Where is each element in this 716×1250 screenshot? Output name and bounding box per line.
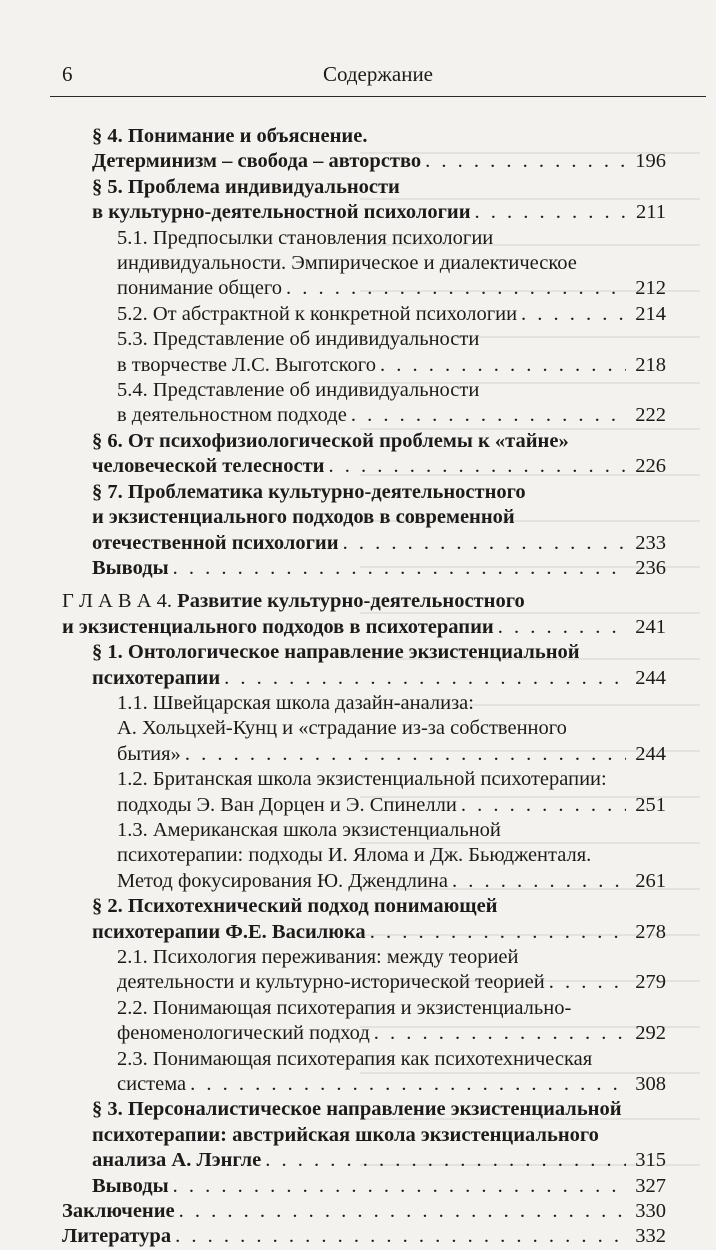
toc-entry-text: понимание общего xyxy=(117,277,282,300)
leader-dots xyxy=(224,666,626,691)
toc-entry-text: § 5. Проблема индивидуальности xyxy=(92,175,400,198)
toc-entry-text: в культурно-деятельностной психологии xyxy=(92,201,471,224)
toc-entry-text: 5.3. Представление об индивидуальности xyxy=(117,328,480,351)
toc-entry-line xyxy=(117,970,666,995)
leader-dots xyxy=(521,302,626,327)
toc-page-number: 211 xyxy=(636,201,666,224)
toc-entry-text: § 1. Онтологическое направление экзистенциальной xyxy=(92,641,580,664)
toc-entry-text: в творчестве Л.С. Выготского xyxy=(117,353,376,376)
toc-page-number: 308 xyxy=(635,1073,666,1096)
toc-entry-line xyxy=(117,1072,666,1097)
toc-page-number: 214 xyxy=(635,302,666,325)
toc-entry-line xyxy=(117,378,666,403)
toc-entry[interactable] xyxy=(0,945,716,996)
toc-entry-line xyxy=(117,251,666,276)
leader-dots xyxy=(374,1021,626,1046)
toc-entry[interactable] xyxy=(0,327,716,378)
toc-page-number: 315 xyxy=(635,1149,666,1172)
toc-entry-line xyxy=(92,531,666,556)
leader-dots xyxy=(343,531,626,556)
toc-entry-line xyxy=(62,1224,666,1249)
toc-entry-line xyxy=(92,666,666,691)
toc-entry-line xyxy=(117,353,666,378)
toc-entry-text: психотерапии: австрийская школа экзистенциального xyxy=(92,1123,599,1146)
leader-dots xyxy=(549,970,626,995)
toc-entry-text: Заключение xyxy=(62,1200,175,1223)
toc-entry-line xyxy=(117,818,666,843)
toc-entry-line xyxy=(117,742,666,767)
toc-entry-text: деятельности и культурно-исторической теорией xyxy=(117,971,545,994)
toc-entry-line xyxy=(117,869,666,894)
toc-entry-text: психотерапии: подходы И. Ялома и Дж. Бьюдженталя. xyxy=(117,844,592,867)
toc-entry-line xyxy=(62,589,666,614)
toc-entry[interactable] xyxy=(0,124,716,149)
toc-entry-text: Выводы xyxy=(92,1174,169,1197)
toc-entry-line xyxy=(92,1174,666,1199)
toc-entry-line xyxy=(92,1148,666,1173)
toc-entry[interactable] xyxy=(0,175,716,226)
toc-entry-line xyxy=(117,276,666,301)
toc-entry-text: 1.1. Швейцарская школа дазайн-анализа: xyxy=(117,691,474,714)
toc-entry-line xyxy=(117,691,666,716)
toc-entry-line xyxy=(92,429,666,454)
leader-dots xyxy=(452,869,626,894)
toc-entry-line xyxy=(117,996,666,1021)
toc-entry-line xyxy=(92,200,666,225)
toc-entry-line xyxy=(92,124,666,149)
leader-dots xyxy=(328,454,626,479)
toc-entry-text: в деятельностном подходе xyxy=(117,404,347,427)
toc-entry-line xyxy=(117,793,666,818)
toc-entry-line xyxy=(92,640,666,665)
toc-entry-text: § 6. От психофизиологической проблемы к «тайне» xyxy=(92,429,569,452)
toc-entry-line xyxy=(117,1047,666,1072)
toc-page-number: 212 xyxy=(635,277,666,300)
toc-entry-line xyxy=(117,767,666,792)
toc-entry-line xyxy=(92,149,666,174)
toc-page-number: 233 xyxy=(635,531,666,554)
toc-entry[interactable] xyxy=(0,556,716,581)
toc-page-number: 218 xyxy=(635,353,666,376)
toc-page-number: 244 xyxy=(635,666,666,689)
toc-entry-text: 2.1. Психология переживания: между теорией xyxy=(117,946,519,968)
toc-page-number: 251 xyxy=(635,793,666,816)
toc-entry-text: психотерапии xyxy=(92,666,221,689)
toc-entry-text: § 3. Персоналистическое направление экзистенциальной xyxy=(92,1098,622,1121)
toc-entry[interactable] xyxy=(0,767,716,818)
toc-entry-text: Метод фокусирования Ю. Джендлина xyxy=(117,869,448,892)
toc-page-number: 279 xyxy=(635,971,666,994)
toc-entry-text: психотерапии Ф.Е. Василюка xyxy=(92,920,366,943)
leader-dots xyxy=(179,1199,626,1224)
toc-entry[interactable] xyxy=(0,894,716,945)
toc-page-number: 332 xyxy=(635,1225,666,1248)
toc-entry-text: феноменологический подход xyxy=(117,1022,370,1045)
toc-entry-text: 5.4. Представление об индивидуальности xyxy=(117,379,480,402)
toc-entry-text: 1.3. Американская школа экзистенциальной xyxy=(117,818,501,841)
toc-entry-text: и экзистенциального подходов в современной xyxy=(92,506,515,529)
toc-entry-line xyxy=(92,1123,666,1148)
toc-entry-text: § 2. Психотехнический подход понимающей xyxy=(92,895,498,918)
toc-entry-text: бытия» xyxy=(117,742,181,765)
toc-entry-line xyxy=(117,226,666,251)
toc-entry-text: А. Хольцхей-Кунц и «страдание из-за собственного xyxy=(117,717,567,740)
toc-entry[interactable] xyxy=(0,1199,716,1224)
toc-entry[interactable] xyxy=(0,691,716,767)
toc-entry-text: § 4. Понимание и объяснение. xyxy=(92,125,368,147)
toc-page-number: 244 xyxy=(635,742,666,765)
toc-entry-line xyxy=(92,556,666,581)
leader-dots xyxy=(190,1072,626,1097)
leader-dots xyxy=(173,556,626,581)
toc-entry[interactable] xyxy=(0,378,716,429)
toc-entry-line xyxy=(92,505,666,530)
toc-entry-line xyxy=(117,1021,666,1046)
toc-entry[interactable] xyxy=(0,226,716,302)
toc-entry[interactable] xyxy=(0,1047,716,1098)
toc-entry-line xyxy=(92,454,666,479)
toc-entry-line xyxy=(117,843,666,868)
toc-entry-line xyxy=(62,1199,666,1224)
toc-entry-text: Выводы xyxy=(92,556,169,579)
toc-entry-text: человеческой телесности xyxy=(92,455,325,478)
toc-entry[interactable] xyxy=(0,149,716,174)
toc-entry[interactable] xyxy=(0,302,716,327)
toc-page-number: 241 xyxy=(635,615,666,638)
toc-entry-text: Г Л А В А 4. Развитие культурно-деятельностного xyxy=(62,590,525,613)
page-number: 6 xyxy=(62,62,73,86)
toc-entry[interactable] xyxy=(0,429,716,480)
toc-entry-text: подходы Э. Ван Дорцен и Э. Спинелли xyxy=(117,793,457,816)
leader-dots xyxy=(286,276,626,301)
toc-entry-line xyxy=(117,302,666,327)
toc-page-number: 330 xyxy=(635,1200,666,1223)
toc-page-number: 236 xyxy=(635,556,666,579)
toc-entry-line xyxy=(117,403,666,428)
toc-page-number: 292 xyxy=(635,1022,666,1045)
running-title: Содержание xyxy=(322,62,434,86)
toc-entry[interactable] xyxy=(0,589,716,640)
leader-dots xyxy=(475,200,626,225)
toc-entry-line xyxy=(117,945,666,970)
toc-entry-text: § 7. Проблематика культурно-деятельностного xyxy=(92,480,526,503)
leader-dots xyxy=(461,793,626,818)
toc-entry-line xyxy=(92,920,666,945)
toc-entry-text: 5.1. Предпосылки становления психологии xyxy=(117,226,494,249)
toc-entry-text: 1.2. Британская школа экзистенциальной психотерапии: xyxy=(117,768,607,791)
toc-entry-text: анализа А. Лэнгле xyxy=(92,1149,262,1172)
toc-page-number: 261 xyxy=(635,869,666,892)
toc-entry-line xyxy=(92,480,666,505)
leader-dots xyxy=(175,1224,626,1249)
toc-entry[interactable] xyxy=(0,1174,716,1199)
leader-dots xyxy=(370,920,626,945)
toc-entry[interactable] xyxy=(0,996,716,1047)
toc-page-number: 327 xyxy=(635,1174,666,1197)
leader-dots xyxy=(380,353,626,378)
toc-entry-text: и экзистенциального подходов в психотерапии xyxy=(62,615,494,638)
toc-entry-text: Литература xyxy=(62,1225,172,1248)
toc-gap xyxy=(0,581,716,589)
toc-entry-line xyxy=(92,1097,666,1122)
toc-entry-text: индивидуальности. Эмпирическое и диалектическое xyxy=(117,252,577,275)
leader-dots xyxy=(351,403,626,428)
table-of-contents xyxy=(0,124,716,1250)
toc-entry[interactable] xyxy=(0,818,716,894)
toc-page-number: 278 xyxy=(635,920,666,943)
toc-entry-text: 2.3. Понимающая психотерапия как психотехническая xyxy=(117,1047,593,1070)
toc-entry-line xyxy=(62,615,666,640)
leader-dots xyxy=(425,149,626,174)
toc-entry[interactable] xyxy=(0,640,716,691)
toc-entry-text: 5.2. От абстрактной к конкретной психологии xyxy=(117,302,518,325)
toc-entry-line xyxy=(117,327,666,352)
toc-entry[interactable] xyxy=(0,1224,716,1249)
toc-entry-text: Детерминизм – свобода – авторство xyxy=(92,150,422,173)
page-header xyxy=(50,60,706,97)
toc-entry-line xyxy=(117,716,666,741)
leader-dots xyxy=(498,615,626,640)
toc-entry-line xyxy=(92,175,666,200)
leader-dots xyxy=(265,1148,626,1173)
toc-entry-text: 2.2. Понимающая психотерапия и экзистенциально- xyxy=(117,996,572,1019)
leader-dots xyxy=(173,1174,626,1199)
toc-entry[interactable] xyxy=(0,1097,716,1173)
leader-dots xyxy=(185,742,626,767)
toc-entry[interactable] xyxy=(0,480,716,556)
toc-page-number: 196 xyxy=(635,150,666,173)
toc-entry-text: система xyxy=(117,1073,187,1096)
toc-entry-line xyxy=(92,894,666,919)
toc-entry-text: отечественной психологии xyxy=(92,531,339,554)
toc-page-number: 222 xyxy=(635,404,666,427)
toc-page-number: 226 xyxy=(635,455,666,478)
